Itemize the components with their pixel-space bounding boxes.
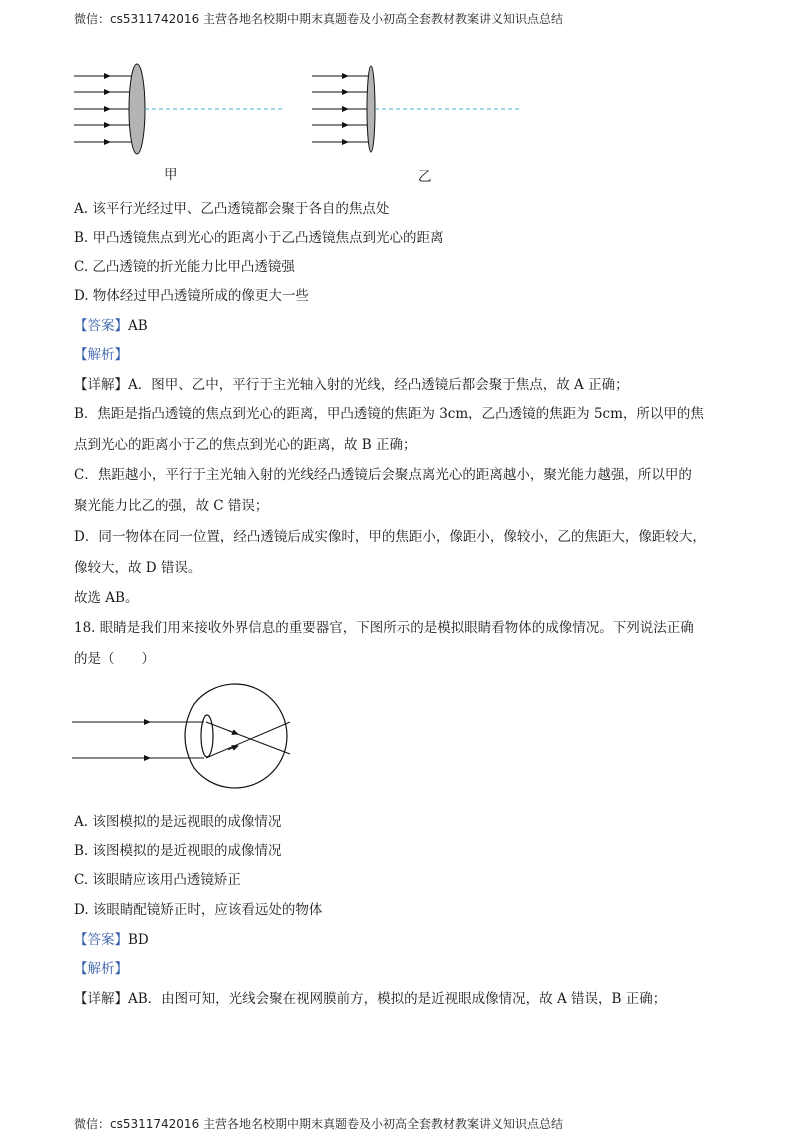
q17-option-a: A. 该平行光经过甲、乙凸透镜都会聚于各自的焦点处: [74, 201, 390, 217]
q17-detail-line-2: B．焦距是指凸透镜的焦点到光心的距离，甲凸透镜的焦距为 3cm，乙凸透镜的焦距为 5cm，所以甲的焦: [74, 406, 704, 422]
q17-option-d: D. 物体经过甲凸透镜所成的像更大一些: [74, 288, 309, 304]
detail-text: A．图甲、乙中，平行于主光轴入射的光线，经凸透镜后都会聚于焦点，故 A 正确；: [128, 377, 629, 393]
lens-yi: [367, 66, 375, 152]
lens-yi-rays: [312, 76, 370, 142]
page-footer: 微信：cs5311742016 主营各地名校期中期末真题卷及小初高全套教材教案讲义知识点总结: [74, 1117, 564, 1131]
q17-option-b: B. 甲凸透镜焦点到光心的距离小于乙凸透镜焦点到光心的距离: [74, 230, 444, 246]
page-header: 微信：cs5311742016 主营各地名校期中期末真题卷及小初高全套教材教案讲义知识点总结: [74, 12, 564, 26]
lens-jia-rays: [74, 76, 136, 142]
eyeball: [185, 684, 287, 788]
q17-option-c: C. 乙凸透镜的折光能力比甲凸透镜强: [74, 259, 295, 275]
detail-tag: 【详解】: [74, 377, 128, 393]
q18-option-c: C. 该眼睛应该用凸透镜矫正: [74, 872, 241, 888]
q17-detail-line-5: 聚光能力比乙的强，故 C 错误；: [74, 498, 269, 514]
answer-value: AB: [128, 318, 148, 334]
q17-detail-line-1: [74, 376, 629, 394]
detail-tag: 【详解】: [74, 991, 128, 1007]
q18-analysis-tag: 【解析】: [74, 961, 128, 977]
q18-option-d: D. 该眼睛配镜矫正时，应该看远处的物体: [74, 902, 323, 918]
q18-stem-line-1: 18. 眼睛是我们用来接收外界信息的重要器官，下图所示的是模拟眼睛看物体的成像情况。下列说法正确: [74, 620, 694, 636]
answer-tag: 【答案】: [74, 932, 128, 948]
q18-detail-line-1: [74, 990, 666, 1008]
q18-option-a: A. 该图模拟的是远视眼的成像情况: [74, 814, 282, 830]
label-yi: 乙: [418, 169, 432, 185]
q17-analysis-tag: 【解析】: [74, 347, 128, 363]
answer-tag: 【答案】: [74, 318, 128, 334]
q18-stem-line-2: 的是（ ）: [74, 651, 155, 667]
q17-conclusion: 故选 AB。: [74, 590, 139, 606]
q17-answer: [74, 317, 148, 335]
q17-detail-line-3: 点到光心的距离小于乙的焦点到光心的距离，故 B 正确；: [74, 437, 417, 453]
answer-value: BD: [128, 932, 149, 948]
crystalline-lens: [201, 715, 213, 757]
detail-text: AB．由图可知，光线会聚在视网膜前方，模拟的是近视眼成像情况，故 A 错误，B 正确；: [128, 991, 667, 1007]
lens-jia: [129, 64, 145, 154]
lens-figure: [70, 62, 530, 184]
q17-detail-line-7: 像较大，故 D 错误。: [74, 560, 202, 576]
eye-figure: [70, 680, 310, 800]
light-rays: [72, 722, 290, 758]
q18-option-b: B. 该图模拟的是近视眼的成像情况: [74, 843, 282, 859]
q17-detail-line-4: C．焦距越小，平行于主光轴入射的光线经凸透镜后会聚点离光心的距离越小，聚光能力越强，所以甲的: [74, 467, 692, 483]
q17-detail-line-6: D．同一物体在同一位置，经凸透镜后成实像时，甲的焦距小，像距小，像较小，乙的焦距大，像距较大，: [74, 529, 706, 545]
q18-answer: [74, 931, 149, 949]
label-jia: 甲: [164, 167, 178, 183]
